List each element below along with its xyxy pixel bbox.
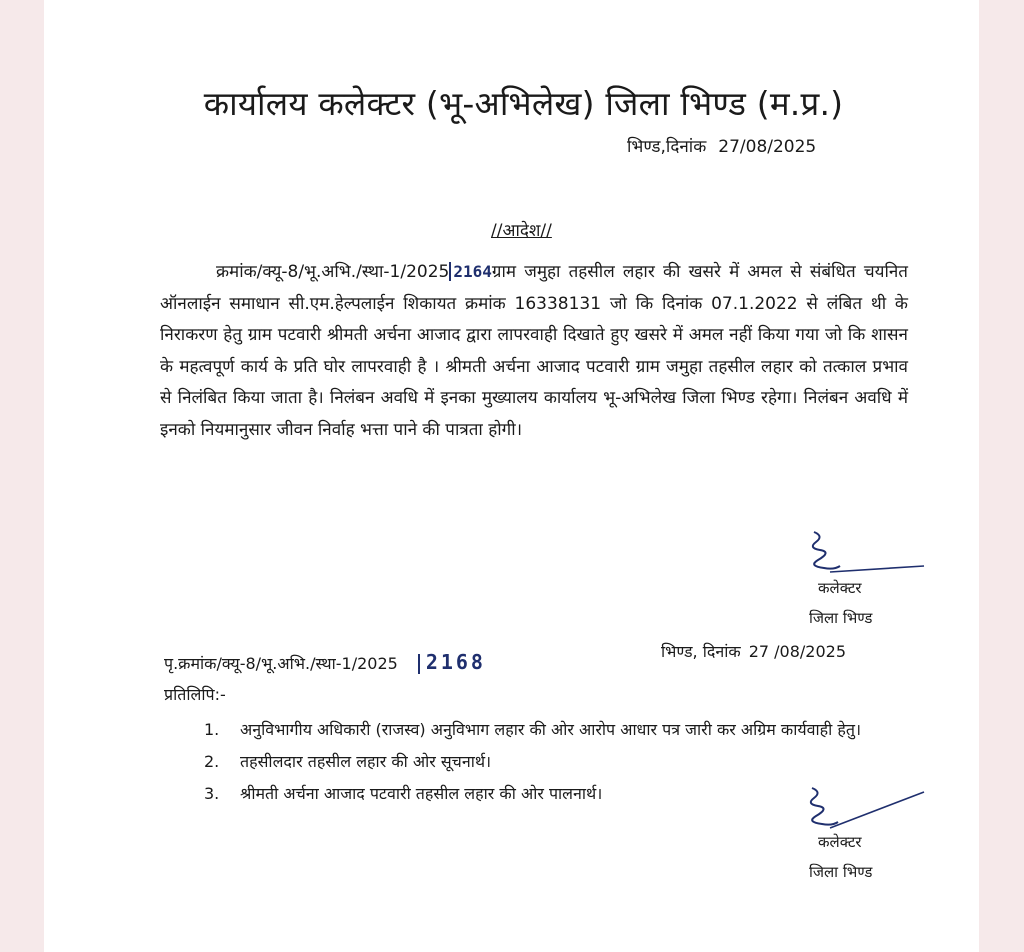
- signature-2-district: जिला भिण्ड: [809, 863, 873, 881]
- order-body: [160, 256, 908, 446]
- signature-2-title: कलेक्टर: [818, 833, 862, 851]
- order-reference: क्रमांक/क्यू-8/भू.अभि./स्था-1/2025: [216, 262, 450, 282]
- list-item-text: अनुविभागीय अधिकारी (राजस्व) अनुविभाग लहार की ओर आरोप आधार पत्र जारी कर अग्रिम कार्यवाही हेतु।: [240, 720, 862, 739]
- order-text: ग्राम जमुहा तहसील लहार की खसरे में अमल से संबंधित चयनित ऑनलाईन समाधान सी.एम.हेल्पलाईन शिकायत क्रमांक 16338131 जो कि दिनांक 07.1.2022 से लंबित थी के निराकरण हेतु ग्राम पटवारी श्रीमती अर्चना आजाद द्वारा लापरवाही दिखाते हुए खसरे में अमल नहीं किया गया जो कि शासन के महत्वपूर्ण कार्य के प्रति घोर लापरवाही है । श्रीमती अर्चना आजाद पटवारी ग्राम जमुहा तहसील लहार को तत्काल प्रभाव से निलंबित किया जाता है। निलंबन अवधि में इनका मुख्यालय कार्यालय भू-अभिलेख जिला भिण्ड रहेगा। निलंबन अवधि में इनको नियमानुसार जीवन निर्वाह भत्ता पाने की पात्रता होगी।: [160, 262, 908, 440]
- endorsement-date-value: 27 /08/2025: [748, 642, 846, 661]
- list-item-text: तहसीलदार तहसील लहार की ओर सूचनार्थ।: [240, 752, 492, 771]
- list-item-text: श्रीमती अर्चना आजाद पटवारी तहसील लहार की ओर पालनार्थ।: [240, 784, 603, 803]
- endorsement-date-label: भिण्ड, दिनांक: [661, 642, 741, 661]
- handwritten-order-number: 2164: [449, 262, 492, 281]
- top-date-value: 27/08/2025: [718, 137, 817, 157]
- list-item-number: 1.: [204, 720, 220, 739]
- signature-block-2: [756, 782, 936, 892]
- list-item-number: 2.: [204, 752, 220, 771]
- endorsement-reference: [164, 650, 486, 674]
- top-date-label: भिण्ड,दिनांक: [627, 137, 707, 157]
- list-item-number: 3.: [204, 784, 220, 803]
- handwritten-endorsement-number: 2168: [418, 650, 486, 674]
- signature-1-title: कलेक्टर: [818, 579, 862, 597]
- list-item: [204, 714, 904, 746]
- signature-1-district: जिला भिण्ड: [809, 609, 873, 627]
- endorsement-reference-text: पृ.क्रमांक/क्यू-8/भू.अभि./स्था-1/2025: [164, 654, 398, 673]
- copy-to-label: प्रतिलिपि:-: [164, 685, 226, 704]
- document-page: [44, 0, 979, 952]
- office-title: कार्यालय कलेक्टर (भू-अभिलेख) जिला भिण्ड (म.प्र.): [203, 84, 844, 123]
- endorsement-date-line: [661, 640, 854, 662]
- order-heading: //आदेश//: [491, 221, 552, 241]
- signature-block-1: [756, 528, 936, 638]
- list-item: [204, 746, 904, 778]
- top-date-line: [627, 134, 828, 157]
